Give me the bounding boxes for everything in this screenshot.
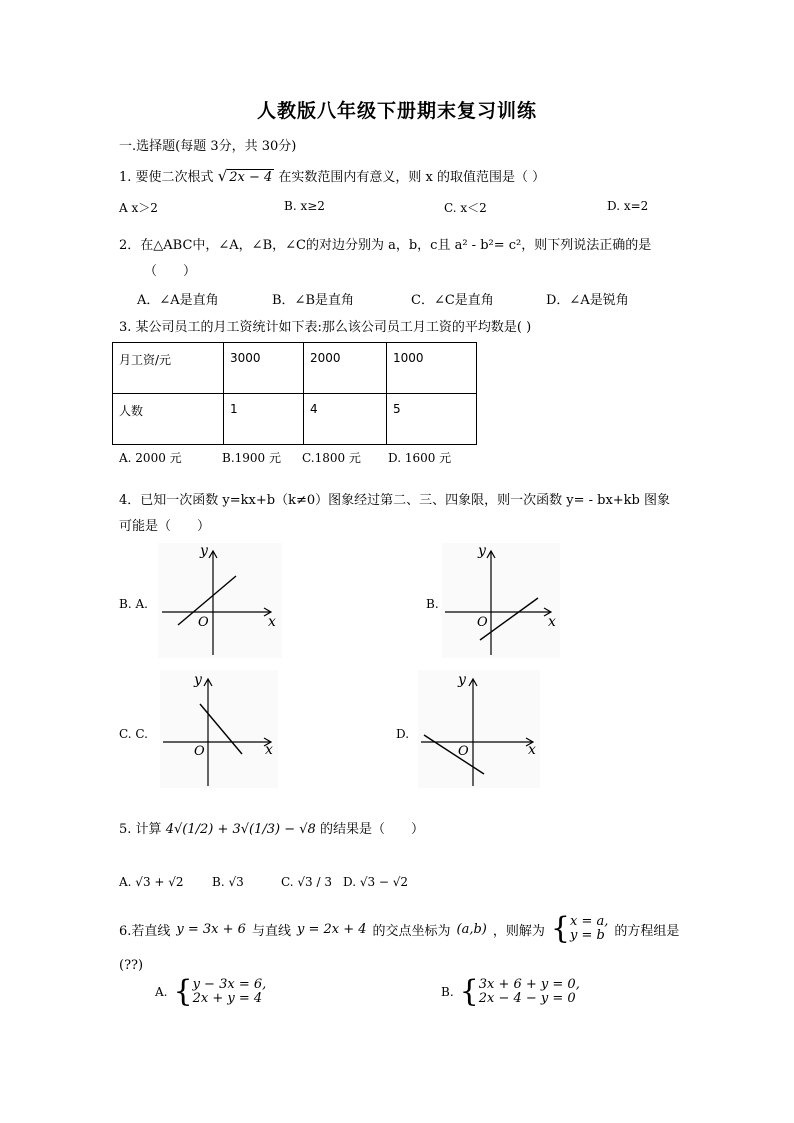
q1-radicand: 2x − 4 — [229, 170, 273, 185]
q4-option-d-label: D. — [396, 727, 410, 741]
q1-option-c: C. x＜2 — [444, 201, 487, 215]
table-cell: 1 — [224, 394, 304, 445]
q6-option-a — [155, 974, 267, 1009]
x-label: x — [548, 614, 556, 630]
q6-option-a-label: A. — [155, 985, 168, 999]
q6-option-a-eq1: y − 3x = 6, — [192, 977, 267, 992]
y-label: y — [478, 543, 486, 559]
q6-line1: y = 3x + 6 — [176, 921, 246, 937]
q6-mid: 与直线 — [251, 923, 291, 939]
question-3: 3. 某公司员工的月工资统计如下表:那么该公司员工月工资的平均数是( ) — [119, 320, 532, 335]
q3-option-b: B.1900 元 — [222, 451, 281, 465]
function-line — [200, 704, 242, 754]
salary-table — [112, 342, 477, 445]
question-2-line2: （ ） — [144, 264, 197, 279]
function-line — [480, 598, 538, 640]
q1-option-a: A x＞2 — [119, 201, 158, 215]
graph-c-svg — [160, 670, 278, 788]
q6-mid2: 的交点坐标为 — [372, 923, 451, 939]
origin-label: O — [198, 615, 209, 630]
q3-option-a: A. 2000 元 — [119, 451, 182, 465]
q3-option-c: C.1800 元 — [302, 451, 361, 465]
q3-option-d: D. 1600 元 — [388, 451, 452, 465]
graph-b — [442, 543, 560, 658]
question-4-line2: 可能是（ ） — [119, 519, 211, 534]
origin-label: O — [194, 744, 205, 759]
q2-option-d: D．∠A是锐角 — [546, 293, 629, 308]
table-cell: 3000 — [224, 343, 304, 394]
table-cell: 4 — [304, 394, 387, 445]
q2-option-a: A．∠A是直角 — [137, 293, 219, 308]
brace-glyph: { — [459, 974, 479, 1009]
q6-prefix: 6.若直线 — [119, 923, 171, 939]
graph-a — [158, 543, 282, 658]
question-4-line1: 4．已知一次函数 y=kx+b（k≠0）图象经过第二、三、四象限，则一次函数 y= - bx+kb 图象 — [119, 493, 671, 508]
q4-option-b-label: B. — [426, 597, 439, 611]
table-row — [113, 394, 477, 445]
q5-option-a: A. √3 + √2 — [119, 875, 184, 889]
q1-option-b: B. x≥2 — [284, 199, 325, 213]
origin-label: O — [458, 744, 469, 759]
x-label: x — [528, 742, 536, 758]
table-cell: 1000 — [387, 343, 477, 394]
q6-system — [550, 911, 609, 946]
q5-prefix: 5. 计算 — [119, 822, 162, 837]
y-label: y — [200, 543, 208, 559]
table-cell: 月工资/元 — [113, 343, 224, 394]
table-cell: 2000 — [304, 343, 387, 394]
x-label: x — [268, 614, 276, 630]
question-1 — [119, 166, 545, 185]
q6-sys-y: y = b — [570, 928, 605, 943]
graph-b-svg — [442, 543, 560, 658]
table-cell: 人数 — [113, 394, 224, 445]
section-heading: 一.选择题(每题 3分，共 30分) — [119, 139, 297, 154]
question-5 — [119, 818, 424, 837]
q6-option-b-eq1: 3x + 6 + y = 0, — [478, 977, 580, 992]
q5-suffix: 的结果是（ ） — [319, 822, 424, 837]
q6-point: (a,b) — [456, 921, 487, 937]
function-line — [424, 735, 484, 774]
y-label: y — [458, 672, 466, 688]
q4-option-c-label: C. C. — [119, 727, 148, 741]
q2-option-b: B．∠B是直角 — [272, 293, 354, 308]
q6-option-b-eq2: 2x − 4 − y = 0 — [478, 991, 576, 1006]
q5-expression: 4√(1/2) + 3√(1/3) − √8 — [165, 822, 316, 837]
q1-prefix: 1. 要使二次根式 — [119, 170, 214, 185]
question-6 — [119, 911, 680, 946]
graph-a-svg — [158, 543, 282, 658]
q5-option-d: D. √3 − √2 — [343, 875, 409, 889]
q5-option-c: C. √3 / 3 — [281, 875, 332, 889]
brace-glyph: { — [173, 974, 193, 1009]
page-title: 人教版八年级下册期末复习训练 — [256, 100, 537, 122]
question-2-line1: 2．在△ABC中，∠A，∠B，∠C的对边分别为 a，b，c且 a² - b²= c²，则下列说法正确的是 — [119, 238, 652, 253]
x-label: x — [265, 742, 273, 758]
q5-option-b: B. √3 — [212, 875, 244, 889]
origin-label: O — [477, 615, 488, 630]
y-label: y — [194, 672, 202, 688]
q2-option-c: C．∠C是直角 — [411, 293, 494, 308]
q4-option-a-label: B. A. — [119, 597, 148, 611]
brace-glyph: { — [550, 911, 570, 946]
table-row — [113, 343, 477, 394]
q1-suffix: 在实数范围内有意义，则 x 的取值范围是（ ） — [278, 170, 546, 185]
q6-paren: (??) — [119, 958, 144, 973]
q6-option-a-eq2: 2x + y = 4 — [192, 991, 263, 1006]
q6-line2: y = 2x + 4 — [296, 921, 367, 937]
graph-d — [418, 670, 540, 788]
q6-suffix: 的方程组是 — [614, 923, 680, 939]
q6-sys-x: x = a, — [570, 914, 609, 929]
graph-c — [160, 670, 278, 788]
graph-d-svg — [418, 670, 540, 788]
q6-option-b-label: B. — [441, 985, 454, 999]
q1-option-d: D. x=2 — [607, 199, 649, 213]
q6-option-b — [441, 974, 580, 1009]
q1-radical: √ 2x − 4 — [217, 167, 273, 185]
q6-mid3: ，则解为 — [492, 923, 545, 939]
table-cell: 5 — [387, 394, 477, 445]
